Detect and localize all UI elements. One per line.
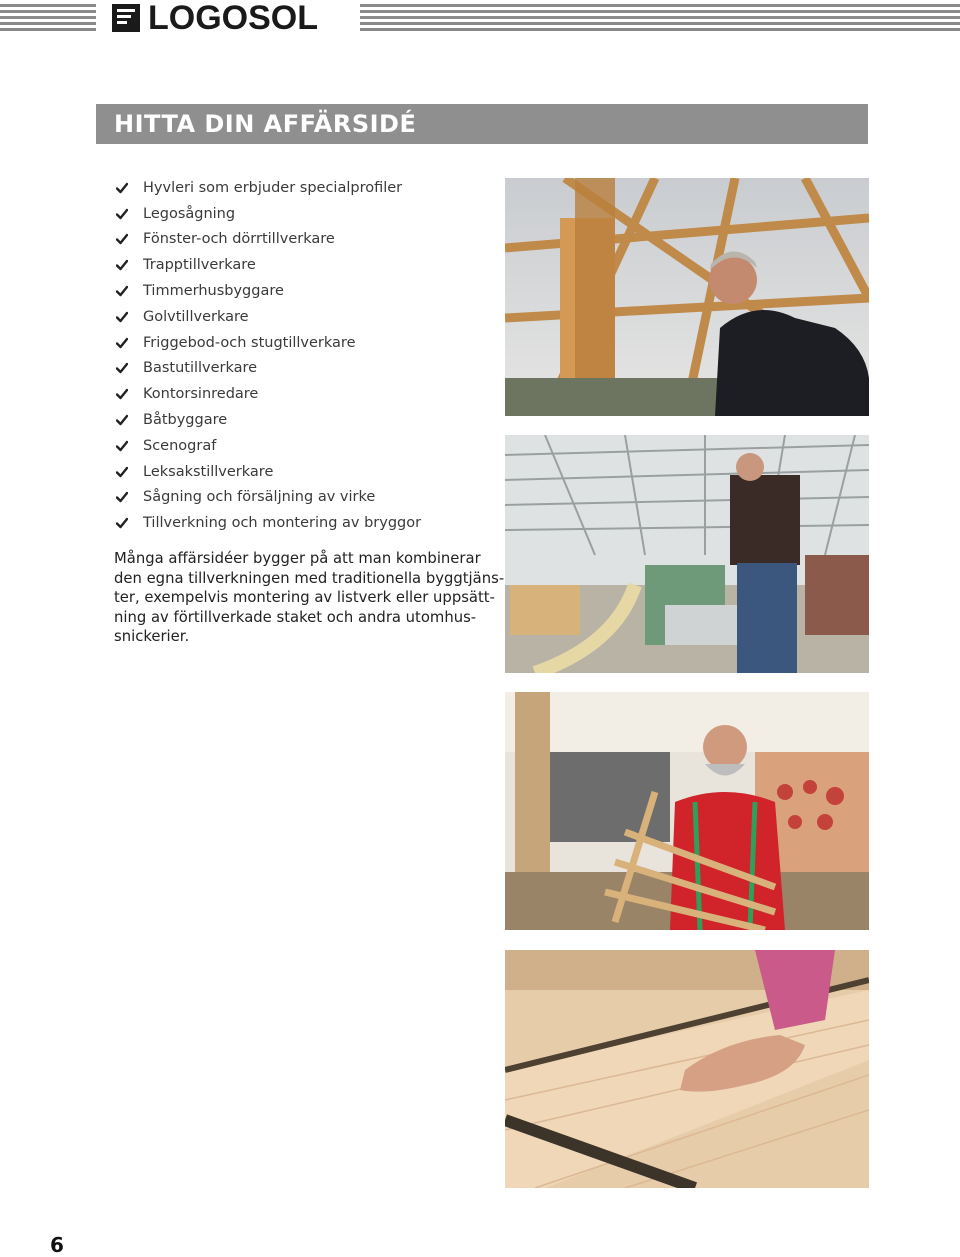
checklist-item (116, 175, 421, 201)
checklist-item (116, 459, 421, 485)
checklist-item (116, 407, 421, 433)
checklist-item (116, 510, 421, 536)
checklist-item-label: Friggebod-och stugtillverkare (143, 334, 356, 351)
brand-name: LOGOSOL (148, 0, 318, 37)
checklist-item-label: Tillverkning och montering av bryggor (143, 515, 422, 532)
checklist-item-label: Scenograf (143, 437, 217, 454)
body-line: Många affärsidéer bygger på att man kombinerar (114, 550, 481, 567)
checkmark-icon (116, 440, 128, 452)
checkmark-icon (116, 182, 128, 194)
checkmark-icon (116, 208, 128, 220)
checklist-item (116, 252, 421, 278)
checkmark-icon (116, 285, 128, 297)
brand-logo (112, 0, 318, 37)
checklist-item (116, 433, 421, 459)
photo-hand-on-wood-panel (505, 950, 869, 1188)
section-title: HITTA DIN AFFÄRSIDÉ (114, 110, 417, 138)
checkmark-icon (116, 259, 128, 271)
checkmark-icon (116, 337, 128, 349)
body-line: ning av förtillverkade staket och andra utomhus- (114, 608, 477, 626)
checklist-item-label: Trapptillverkare (143, 257, 256, 274)
header-stripes-right (360, 4, 960, 32)
checklist-item (116, 485, 421, 511)
body-line: den egna tillverkningen med traditionella byggtjäns- (114, 569, 505, 587)
checklist-item (116, 201, 421, 227)
checklist-item-label: Bastutillverkare (143, 360, 258, 377)
checklist-item (116, 381, 421, 407)
checkmark-icon (116, 466, 128, 478)
checkmark-icon (116, 491, 128, 503)
photo-planer-workshop (505, 435, 869, 673)
checkmark-icon (116, 311, 128, 323)
checklist-item-label: Båtbyggare (143, 412, 228, 429)
checklist-item (116, 330, 421, 356)
checklist-item (116, 356, 421, 382)
checkmark-icon (116, 414, 128, 426)
checklist-item-label: Golvtillverkare (143, 308, 249, 325)
checkmark-icon (116, 517, 128, 529)
checklist-item (116, 304, 421, 330)
checklist-item-label: Fönster-och dörrtillverkare (143, 231, 335, 248)
body-paragraph (114, 549, 505, 647)
checkmark-icon (116, 233, 128, 245)
business-idea-checklist (116, 175, 421, 536)
section-header-bar (96, 104, 868, 144)
photo-greenhouse-frame (505, 178, 869, 416)
page-number: 6 (50, 1233, 64, 1257)
body-line: ter, exempelvis montering av listverk eller uppsätt- (114, 589, 495, 606)
checklist-item-label: Leksakstillverkare (143, 463, 274, 480)
header-stripes-left (0, 4, 96, 32)
photo-carpenter-red-shirt (505, 692, 869, 930)
checklist-item-label: Legosågning (143, 205, 236, 222)
logo-mark-icon (112, 4, 140, 32)
checklist-item-label: Hyvleri som erbjuder specialprofiler (143, 179, 403, 196)
checklist-item-label: Kontorsinredare (143, 386, 259, 403)
checkmark-icon (116, 388, 128, 400)
body-line: snickerier. (114, 628, 190, 645)
checklist-item (116, 278, 421, 304)
checklist-item-label: Sågning och försäljning av virke (143, 489, 376, 506)
checklist-item (116, 227, 421, 253)
checklist-item-label: Timmerhusbyggare (143, 283, 284, 300)
checkmark-icon (116, 362, 128, 374)
